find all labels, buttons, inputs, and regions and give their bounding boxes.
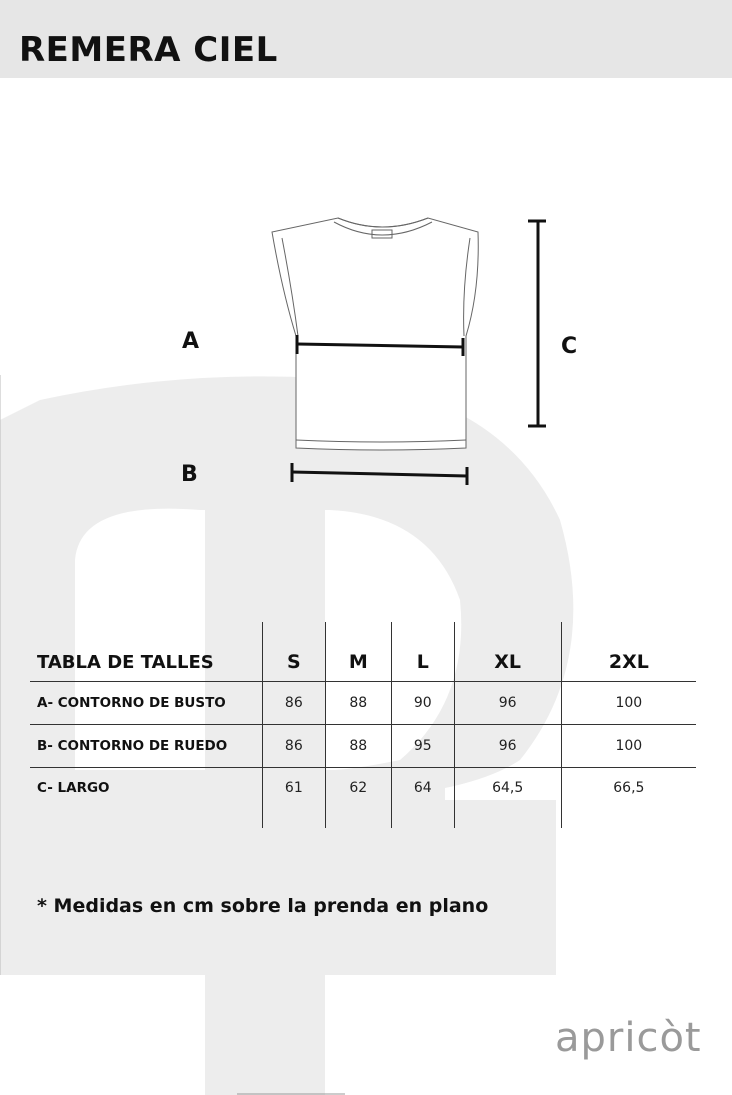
- label-a: A: [182, 329, 200, 354]
- size-table-header-row: [30, 622, 696, 682]
- measurement-footnote: * Medidas en cm sobre la prenda en plano: [37, 895, 489, 917]
- table-cell: 64: [391, 768, 454, 829]
- table-cell: 100: [561, 682, 696, 725]
- table-cell: 66,5: [561, 768, 696, 829]
- table-row: [30, 768, 696, 829]
- row-label-length: C- LARGO: [30, 768, 263, 829]
- table-cell: 86: [263, 725, 326, 768]
- label-c: C: [561, 334, 578, 359]
- size-header-2xl: 2XL: [561, 622, 696, 682]
- label-b: B: [181, 462, 198, 487]
- table-cell: 64,5: [454, 768, 561, 829]
- size-table-title: TABLA DE TALLES: [37, 652, 214, 673]
- table-cell: 62: [325, 768, 391, 829]
- table-row: [30, 725, 696, 768]
- table-cell: 88: [325, 725, 391, 768]
- row-label-hem: B- CONTORNO DE RUEDO: [30, 725, 263, 768]
- measure-line-b: [292, 463, 467, 485]
- table-cell: 61: [263, 768, 326, 829]
- table-cell: 96: [454, 682, 561, 725]
- size-header-m: M: [325, 622, 391, 682]
- size-header-s: S: [263, 622, 326, 682]
- table-cell: 96: [454, 725, 561, 768]
- size-header-l: L: [391, 622, 454, 682]
- table-cell: 95: [391, 725, 454, 768]
- brand-logo: apricòt: [555, 1015, 702, 1061]
- page-title: REMERA CIEL: [19, 30, 278, 70]
- table-row: [30, 682, 696, 725]
- size-header-xl: XL: [454, 622, 561, 682]
- measure-line-c: [528, 221, 546, 426]
- table-cell: 86: [263, 682, 326, 725]
- table-cell: 88: [325, 682, 391, 725]
- table-cell: 100: [561, 725, 696, 768]
- table-cell: 90: [391, 682, 454, 725]
- size-table: [30, 622, 696, 828]
- row-label-bust: A- CONTORNO DE BUSTO: [30, 682, 263, 725]
